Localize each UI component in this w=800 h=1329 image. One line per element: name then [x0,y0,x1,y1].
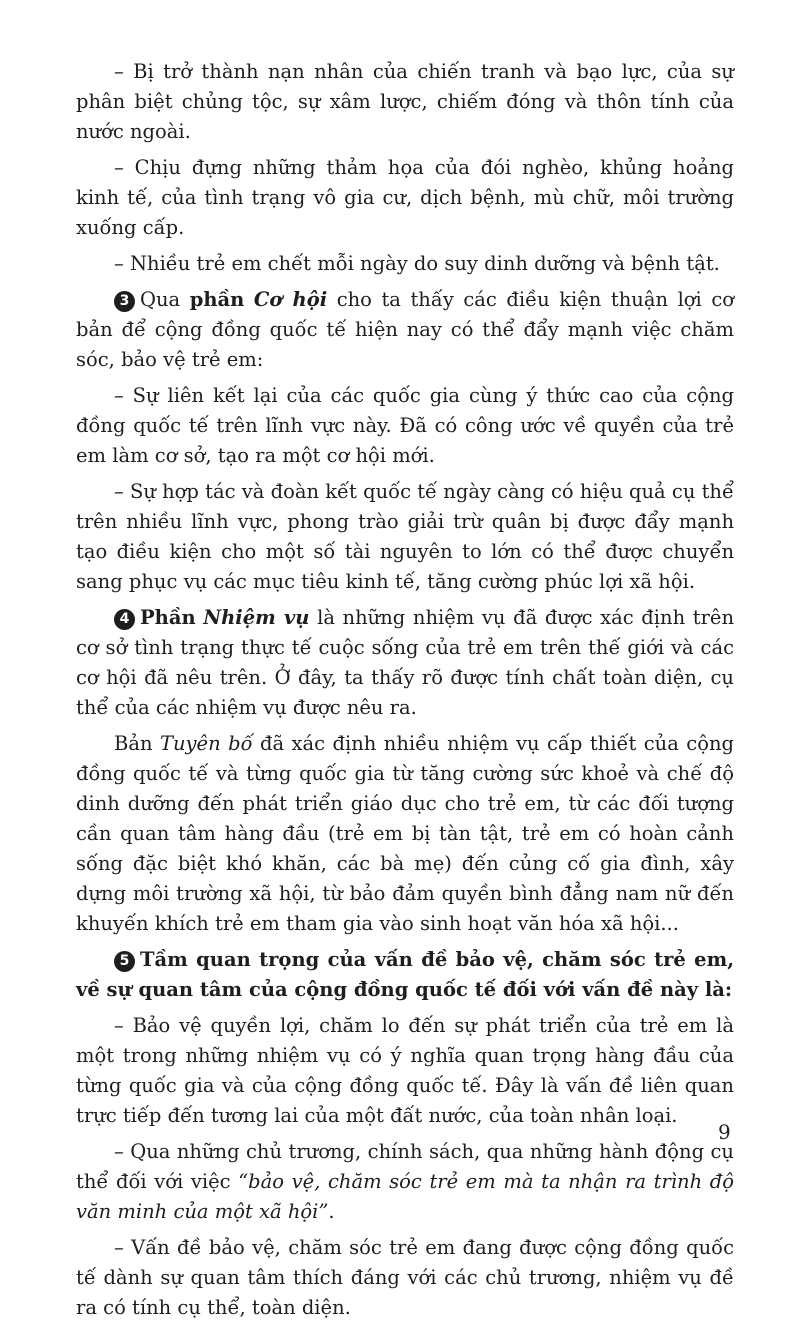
paragraph-text: là những nhiệm vụ đã được xác định trên cơ sở tình trạng thực tế cuộc sống của trẻ em trên thế giới và các cơ hội đã nêu trên. Ở đây, ta thấy rõ được tính chất toàn diện, cụ thể của các nhiệm vụ được nêu ra. [76,606,735,719]
paragraph-text: – Nhiều trẻ em chết mỗi ngày do suy dinh dưỡng và bệnh tật. [114,252,720,275]
paragraph-text: – Vấn đề bảo vệ, chăm sóc trẻ em đang được cộng đồng quốc tế dành sự quan tâm thích đáng với các chủ trương, nhiệm vụ đề ra có tính cụ thể, toàn diện. [76,1236,734,1319]
paragraph-text: – Chịu đựng những thảm họa của đói nghèo, khủng hoảng kinh tế, của tình trạng vô gia cư, dịch bệnh, mù chữ, môi trường xuống cấp. [76,156,734,239]
paragraph-text: đã xác định nhiều nhiệm vụ cấp thiết của cộng đồng quốc tế và từng quốc gia từ tăng cường sức khoẻ và chế độ dinh dưỡng đến phát triển giáo dục cho trẻ em, từ các đối tượng cần quan tâm hàng đầu (trẻ em bị tàn tật, trẻ em có hoàn cảnh sống đặc biệt khó khăn, các bà mẹ) đến củng cố gia đình, xây dựng môi trường xã hội, từ bảo đảm quyền bình đẳng nam nữ đến khuyến khích trẻ em tham gia vào sinh hoạt văn hóa xã hội... [76,732,734,935]
paragraph-victims-of-war [76,57,734,147]
paragraph-attention [76,1233,734,1323]
paragraph-poverty-disasters [76,153,734,243]
bold-italic-term: Nhiệm vụ [203,606,310,629]
paragraph-text: cho ta thấy các điều kiện thuận lợi cơ bản để cộng đồng quốc tế hiện nay có thể đẩy mạnh việc chăm sóc, bảo vệ trẻ em: [76,288,734,371]
paragraph-opportunities-intro [76,285,734,375]
paragraph-text: – Bị trở thành nạn nhân của chiến tranh và bạo lực, của sự phân biệt chủng tộc, sự xâm lược, chiếm đóng và thôn tính của nước ngoài. [76,60,734,143]
paragraph-tasks-intro [76,603,734,723]
paragraph-text: – Sự hợp tác và đoàn kết quốc tế ngày càng có hiệu quả cụ thể trên nhiều lĩnh vực, phong trào giải trừ quân bị được đẩy mạnh tạo điều kiện cho một số tài nguyên to lớn có thể được chuyển sang phục vụ các mục tiêu kinh tế, tăng cường phúc lợi xã hội. [76,480,734,593]
paragraph-text: – Bảo vệ quyền lợi, chăm lo đến sự phát triển của trẻ em là một trong những nhiệm vụ có ý nghĩa quan trọng hàng đầu của từng quốc gia và của cộng đồng quốc tế. Đây là vấn đề liên quan trực tiếp đến tương lai của một đất nước, của toàn nhân loại. [76,1014,734,1127]
heading-text: Tầm quan trọng của vấn đề bảo vệ, chăm sóc trẻ em, về sự quan tâm của cộng đồng quốc tế đối với vấn đề này là: [76,948,734,1001]
paragraph-protect-rights [76,1011,734,1131]
paragraph-child-deaths [76,249,734,279]
number-3-badge-icon: 3 [114,291,135,312]
number-4-badge-icon: 4 [114,609,135,630]
paragraph-international-cooperation [76,381,734,471]
lead-text: Bản [114,732,153,755]
bold-text: phần [189,288,245,311]
tail-text: . [328,1200,335,1223]
lead-text: – Qua những chủ trương, chính sách, qua những hành động cụ thể đối với việc [76,1140,734,1193]
paragraph-text: – Sự liên kết lại của các quốc gia cùng ý thức cao của cộng đồng quốc tế trên lĩnh vực này. Đã có công ước về quyền của trẻ em làm cơ sở, tạo ra một cơ hội mới. [76,384,734,467]
paragraph-declaration-tasks [76,729,734,939]
bold-italic-term: Cơ hội [253,288,328,311]
paragraph-importance-heading [76,945,734,1005]
paragraph-policies [76,1137,734,1227]
number-5-badge-icon: 5 [114,951,135,972]
italic-term: Tuyên bố [159,732,253,755]
bold-text: Phần [140,606,196,629]
italic-quote: “bảo vệ, chăm sóc trẻ em mà ta nhận ra trình độ văn minh của một xã hội” [76,1170,734,1223]
lead-text: Qua [140,288,181,311]
page-body [76,57,734,1329]
paragraph-solidarity [76,477,734,597]
page-number: 9 [718,1120,731,1144]
